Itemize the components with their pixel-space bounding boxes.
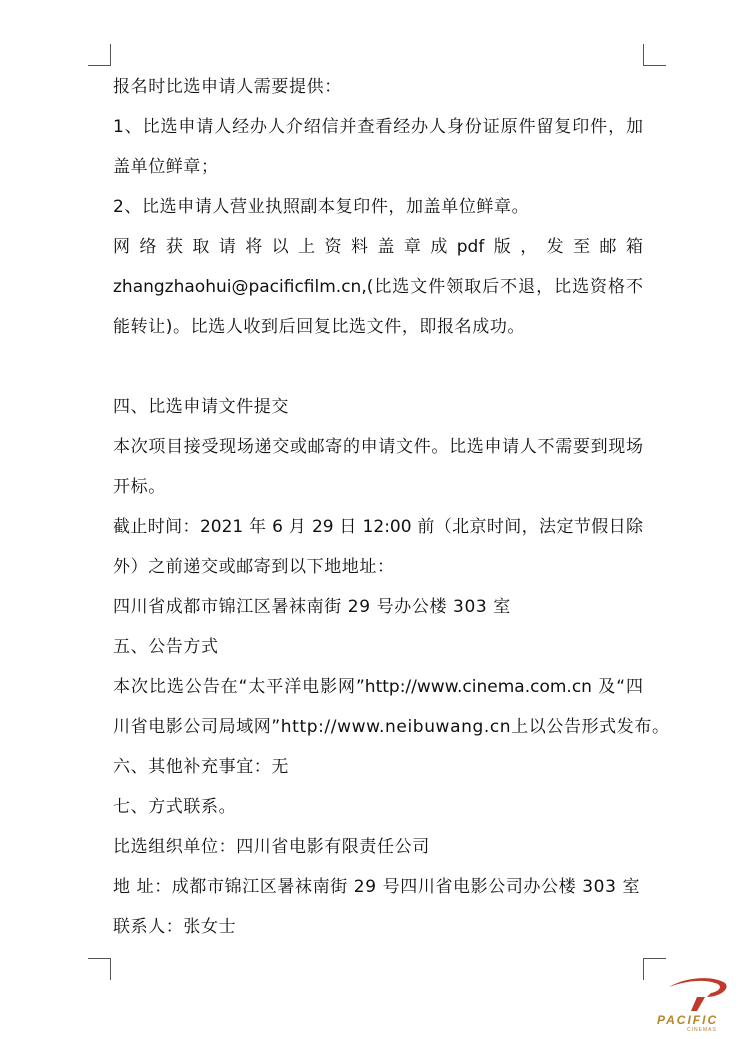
crop-mark-bottom-right-v bbox=[643, 958, 644, 980]
section-heading-contact: 七、方式联系。 bbox=[113, 797, 237, 817]
text-line-submission-cont: 开标。 bbox=[113, 477, 166, 497]
section-heading-other: 六、其他补充事宜：无 bbox=[113, 757, 289, 777]
logo-swoosh-icon bbox=[667, 975, 731, 1013]
text-line-email: zhangzhaohui@pacificfilm.cn,(比选文件领取后不退，比选资格不 bbox=[113, 277, 643, 297]
crop-mark-bottom-left-v bbox=[110, 958, 111, 980]
text-line-item1-cont: 盖单位鲜章； bbox=[113, 157, 219, 177]
text-line-intro: 报名时比选申请人需要提供： bbox=[113, 77, 342, 97]
text-line-item2: 2、比选申请人营业执照副本复印件，加盖单位鲜章。 bbox=[113, 197, 530, 217]
text-line-deadline: 截止时间：2021 年 6 月 29 日 12:00 前（北京时间，法定节假日除 bbox=[113, 517, 643, 537]
text-line-submission: 本次项目接受现场递交或邮寄的申请文件。比选申请人不需要到现场 bbox=[113, 437, 643, 457]
crop-mark-top-left-h bbox=[88, 65, 111, 66]
text-line-email-cont: 能转让)。比选人收到后回复比选文件，即报名成功。 bbox=[113, 317, 526, 337]
text-line-announcement: 本次比选公告在“太平洋电影网”http://www.cinema.com.cn 及“四 bbox=[113, 677, 643, 697]
logo-subtext: CINEMAS bbox=[687, 1027, 717, 1033]
text-line-deadline-cont: 外）之前递交或邮寄到以下地地址： bbox=[113, 557, 395, 577]
logo-wordmark: PACIFIC bbox=[657, 1013, 719, 1027]
crop-mark-top-right-v bbox=[643, 44, 644, 66]
text-line-organizer: 比选组织单位：四川省电影有限责任公司 bbox=[113, 837, 430, 857]
text-line-contact-person: 联系人：张女士 bbox=[113, 917, 237, 937]
crop-mark-top-right-h bbox=[643, 65, 666, 66]
pacific-cinemas-logo bbox=[655, 975, 740, 1035]
section-heading-announcement: 五、公告方式 bbox=[113, 637, 219, 657]
crop-mark-bottom-right-h bbox=[643, 958, 666, 959]
text-line-online: 网络获取请将以上资料盖章成pdf版，发至邮箱 bbox=[113, 237, 643, 257]
text-line-contact-address: 地 址：成都市锦江区暑袜南街 29 号四川省电影公司办公楼 303 室 bbox=[113, 877, 641, 897]
crop-mark-bottom-left-h bbox=[88, 958, 111, 959]
text-line-announcement-cont: 川省电影公司局域网”http://www.neibuwang.cn上以公告形式发布。 bbox=[113, 717, 670, 737]
text-line-item1: 1、比选申请人经办人介绍信并查看经办人身份证原件留复印件，加 bbox=[113, 117, 643, 137]
section-heading-submission: 四、比选申请文件提交 bbox=[113, 397, 289, 417]
text-line-address: 四川省成都市锦江区暑袜南街 29 号办公楼 303 室 bbox=[113, 597, 511, 617]
crop-mark-top-left-v bbox=[110, 44, 111, 66]
